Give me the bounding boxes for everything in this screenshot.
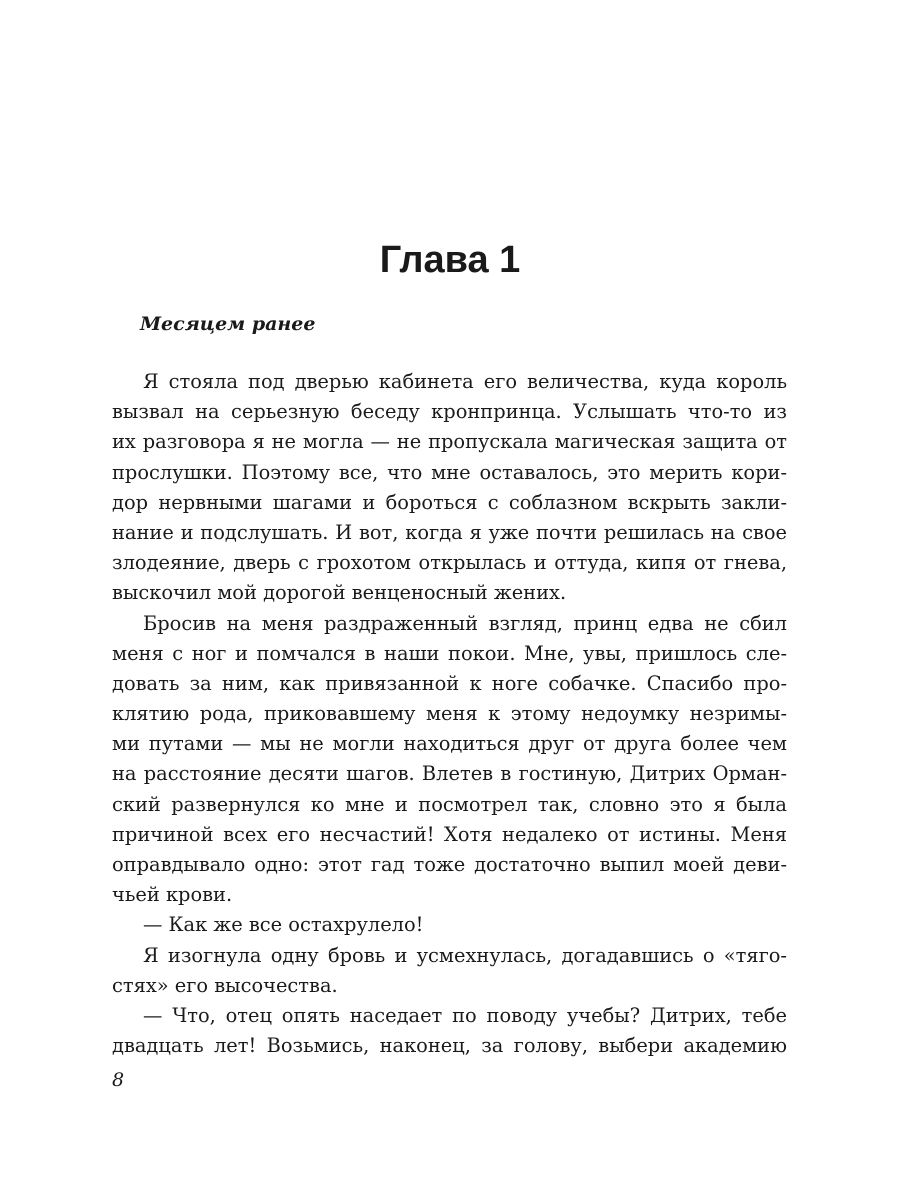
text-line: дор нервными шагами и бороться с соблазном вскрыть закли- [112,490,787,514]
text-line: двадцать лет! Возьмись, наконец, за голову, выбери академию [112,1034,787,1058]
text-line: меня с ног и помчался в наши покои. Мне, увы, пришлось сле- [112,641,787,665]
text-line: вызвал на серьезную беседу кронпринца. Услышать что-то из [112,400,787,424]
text-line: — Как же все остахрулело! [143,913,424,937]
page-number: 8 [112,1069,125,1091]
text-line: прослушки. Поэтому все, что мне оставалось, это мерить кори- [112,460,787,484]
text-line: их разговора я не могла — не пропускала магическая защита от [112,430,787,454]
text-line: Я стояла под дверью кабинета его величества, куда король [143,370,787,393]
text-line: на расстояние десяти шагов. Влетев в гостиную, Дитрих Орман- [112,762,787,786]
text-line: чьей крови. [112,883,233,907]
text-line: Я изогнула одну бровь и усмехнулась, догадавшись о «тяго- [143,943,787,967]
text-line: оправдывало одно: этот гад тоже достаточно выпил моей деви- [112,853,787,876]
text-line: Бросив на меня раздраженный взгляд, принц едва не сбил [143,611,787,635]
text-line: ский развернулся ко мне и посмотрел так, словно это я была [112,792,787,816]
text-line: нание и подслушать. И вот, когда я уже почти решилась на свое [112,520,787,544]
text-line: выскочил мой дорогой венценосный жених. [112,581,567,605]
text-line: довать за ним, как привязанной к ноге собачке. Спасибо про- [112,671,787,695]
text-line: клятию рода, приковавшему меня к этому недоумку незримы- [112,702,787,726]
text-line: злодеяние, дверь с грохотом открылась и оттуда, кипя от гнева, [112,551,787,575]
text-line: стях» его высочества. [112,973,338,997]
text-line: ми путами — мы не могли находиться друг от друга более чем [112,732,787,756]
chapter-subtitle: Месяцем ранее [140,313,316,335]
chapter-title: Глава 1 [379,239,521,281]
body-text [112,367,787,1061]
text-line: — Что, отец опять наседает по поводу учебы? Дитрих, тебе [143,1003,787,1027]
text-line: причиной всех его несчастий! Хотя недалеко от истины. Меня [112,822,787,846]
